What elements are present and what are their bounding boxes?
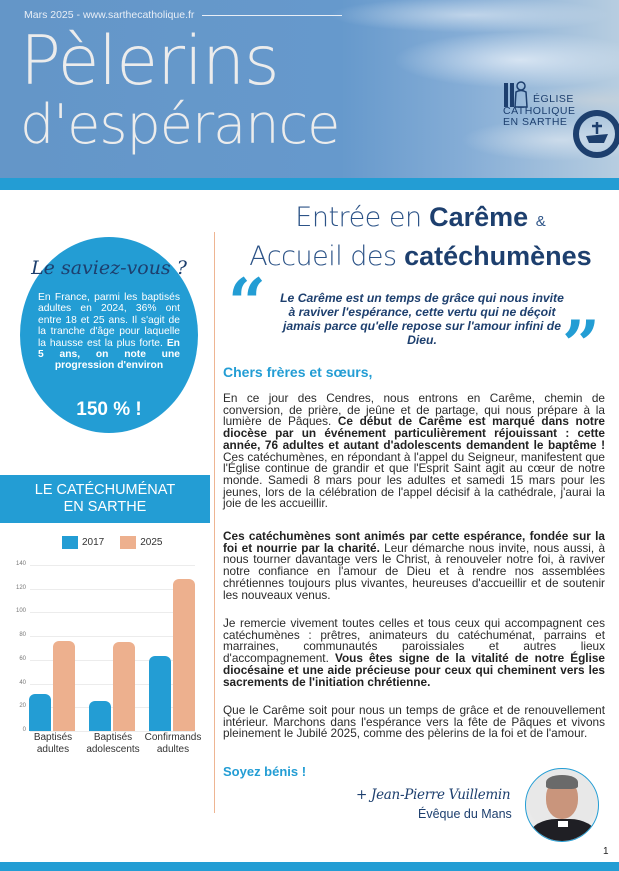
gridline: [30, 612, 195, 613]
paragraph-1: En ce jour des Cendres, nous entrons en Carême, chemin de conversion, de prière, de jeûne et de partage, qui nous prépare à la lumière de Pâques. Ce début de Carême est marqué dans notre diocèse par un événement particulièrement réjouissant : cette année, 76 adultes et autant d'adolescents demandent le baptême ! Ces catéchumènes, en répondant à l'appel du Seigneur, manifestent que l'Église continue de grandir et que l'Esprit Saint agit au cœur de notre monde. Samedi 8 mars pour les adultes et samedi 15 mars pour les jeunes, lors de la célébration de l'appel décisif à la cathédrale, j'aurai la joie de les accueillir.: [223, 391, 605, 511]
y-tick-label: 140: [15, 561, 26, 567]
gridline: [30, 589, 195, 590]
legend-swatch-2017: [62, 536, 78, 549]
legend-item: 2017: [62, 536, 104, 549]
issue-meta: [24, 9, 342, 21]
meta-rule: [202, 15, 342, 16]
close-quote-icon: ”: [562, 306, 600, 384]
y-tick-label: 80: [19, 632, 26, 639]
issue-date-url: Mars 2025 - www.sarthecatholique.fr: [24, 9, 195, 21]
paragraph-3: Je remercie vivement toutes celles et tous ceux qui accompagnent ces catéchumènes : prêtres, animateurs du catéchuménat, parrains et marraines, communautés paroissiales et autres lieux d'accompagnement. Vous êtes signe de la vitalité de notre Église diocésaine et une aide précieuse pour ceux qui cheminent vers les sacrements de l'initiation chrétienne.: [223, 616, 605, 689]
x-category-label: Baptisés adolescents: [86, 732, 140, 755]
y-tick-label: 0: [22, 727, 26, 733]
x-category-label: Confirmands adultes: [144, 732, 202, 755]
masthead: [0, 0, 619, 178]
y-tick-label: 60: [19, 655, 26, 662]
article-headline: Entrée en Carême & Accueil des catéchumènes: [249, 202, 592, 272]
footer-band: [0, 862, 619, 871]
legend-swatch-2025: [120, 536, 136, 549]
bar-2017: [149, 656, 171, 731]
y-tick-label: 100: [15, 608, 26, 615]
chart-title: LE CATÉCHUMÉNAT EN SARTHE: [0, 475, 210, 523]
column-divider: [214, 232, 215, 813]
diocese-logo: [503, 84, 613, 174]
signature: + Jean-Pierre Vuillemin: [356, 787, 511, 803]
y-tick-label: 20: [19, 703, 26, 710]
paragraph-2: Ces catéchumènes sont animés par cette espérance, fondée sur la foi et nourrie par la charité. Leur démarche nous invite, nous aussi, à nous tourner davantage vers le Christ, à renouveler notre foi, à raviver notre confiance en l'amour de Dieu et à rendre nos assemblées chrétiennes toujours plus vivantes, heureuses d'accueillir et de soutenir les nouveaux venus.: [223, 529, 606, 602]
did-you-know-body: En France, parmi les baptisés adultes en 2024, 36% ont entre 18 et 25 ans. Il s'agit de la tranche d'âge pour laquelle la hausse est la plus forte. En 5 ans, on note une progression d'environ: [38, 292, 180, 372]
did-you-know-title: Le saviez-vous ?: [31, 257, 187, 279]
jubilee-boat-cross-icon: [583, 120, 611, 148]
bar-2025: [53, 641, 75, 731]
signatory-role: Évêque du Mans: [418, 807, 512, 821]
paragraph-4: Que le Carême soit pour nous un temps de grâce et de renouvellement intérieur. Marchons dans l'espérance vers la fête de Pâques et vivons pleinement le Jubilé 2025, comme des pèlerins de la foi et de l'amour.: [223, 703, 605, 741]
bishop-portrait: [525, 768, 599, 842]
logo-text: ÉGLISE CATHOLIQUE EN SARTHE: [503, 93, 576, 128]
y-tick-label: 120: [15, 584, 26, 591]
did-you-know-highlight: 150 % !: [76, 399, 142, 420]
masthead-title-line1: Pèlerins: [20, 22, 279, 101]
did-you-know-circle: [20, 237, 198, 433]
header-band: [0, 178, 619, 190]
gridline: [30, 565, 195, 566]
page-number: 1: [603, 846, 609, 857]
bar-2025: [173, 579, 195, 731]
chart-legend: [62, 536, 163, 549]
greeting: Chers frères et sœurs,: [223, 364, 373, 380]
x-category-label: Baptisés adultes: [33, 732, 73, 755]
bar-2017: [89, 701, 111, 731]
y-tick-label: 40: [19, 679, 26, 686]
pull-quote: Le Carême est un temps de grâce qui nous invite à raviver l'espérance, cette vertu qui ne déçoit jamais parce qu'elle repose sur l'amour infini de Dieu.: [280, 291, 564, 347]
bar-2017: [29, 694, 51, 731]
gridline: [30, 636, 195, 637]
bar-2025: [113, 642, 135, 731]
open-quote-icon: “: [228, 264, 266, 342]
jubilee-badge: [573, 110, 619, 158]
masthead-title-line2: d'espérance: [20, 93, 340, 156]
blessing: Soyez bénis !: [223, 764, 307, 779]
legend-item: 2025: [120, 536, 162, 549]
catechumenate-bar-chart: [0, 558, 210, 768]
